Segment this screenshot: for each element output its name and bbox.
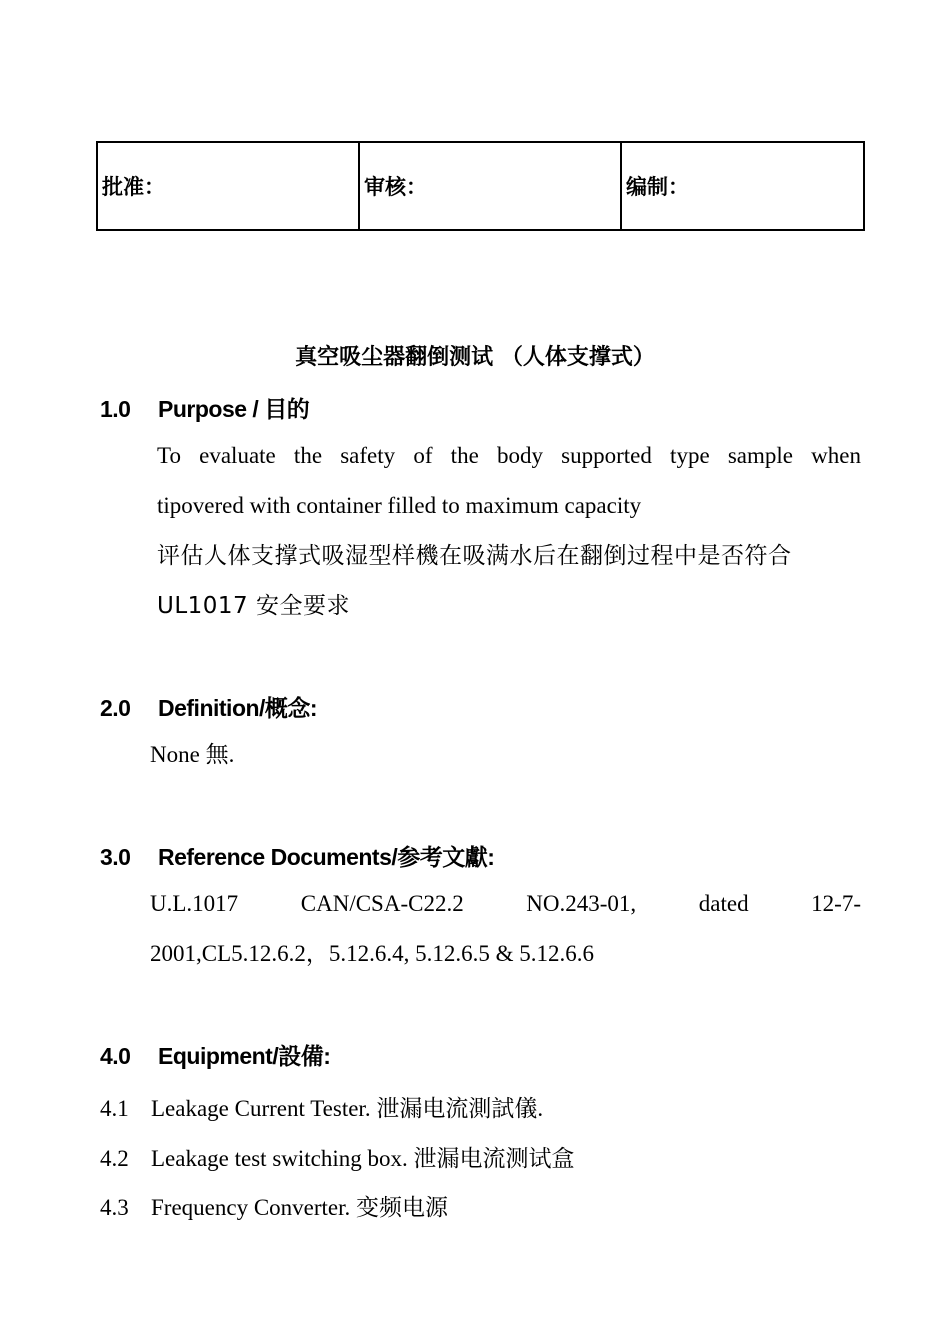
equipment-item [100,1090,543,1123]
document-title: 真空吸尘器翻倒测试 （人体支撑式） [295,345,655,370]
approve-cell: 批准： [97,142,359,230]
item-number: 4.3 [100,1195,129,1220]
approval-signature-table [96,141,865,231]
purpose-en-line1: To evaluate the safety of the body supported type sample when [157,443,861,468]
item-text: Leakage test switching box. 泄漏电流测试盒 [151,1146,575,1171]
definition-heading [100,690,317,723]
purpose-en-line2: tipovered with container filled to maximum capacity [157,493,642,518]
item-text: Leakage Current Tester. 泄漏电流測試儀. [151,1096,544,1121]
reference-line1: U.L.1017 CAN/CSA-C22.2 NO.243-01, dated 12-7- [150,891,861,916]
purpose-cn-line1: 评估人体支撑式吸湿型样機在吸满水后在翻倒过程中是否符合 [157,543,792,569]
item-text: Frequency Converter. 变频电源 [151,1195,449,1220]
purpose-cn-line2: UL1017 安全要求 [157,593,350,619]
reference-line2: 2001,CL5.12.6.2，5.12.6.4, 5.12.6.5 & 5.12.6.6 [150,941,595,966]
section-number: 2.0 [100,695,131,721]
section-title: Equipment/設備: [158,1043,331,1069]
equipment-item [100,1189,448,1222]
equipment-item [100,1140,575,1173]
item-number: 4.2 [100,1146,129,1171]
section-number: 3.0 [100,844,131,870]
section-title: Purpose / 目的 [158,396,310,422]
reference-heading [100,839,494,872]
section-title: Reference Documents/参考文獻: [158,844,495,870]
item-number: 4.1 [100,1096,129,1121]
section-number: 4.0 [100,1043,131,1069]
review-cell: 审核： [359,142,621,230]
purpose-heading [100,391,309,424]
definition-text: None 無. [150,742,235,767]
prepare-cell: 编制： [621,142,864,230]
equipment-heading [100,1038,330,1071]
section-number: 1.0 [100,396,131,422]
section-title: Definition/概念: [158,695,318,721]
